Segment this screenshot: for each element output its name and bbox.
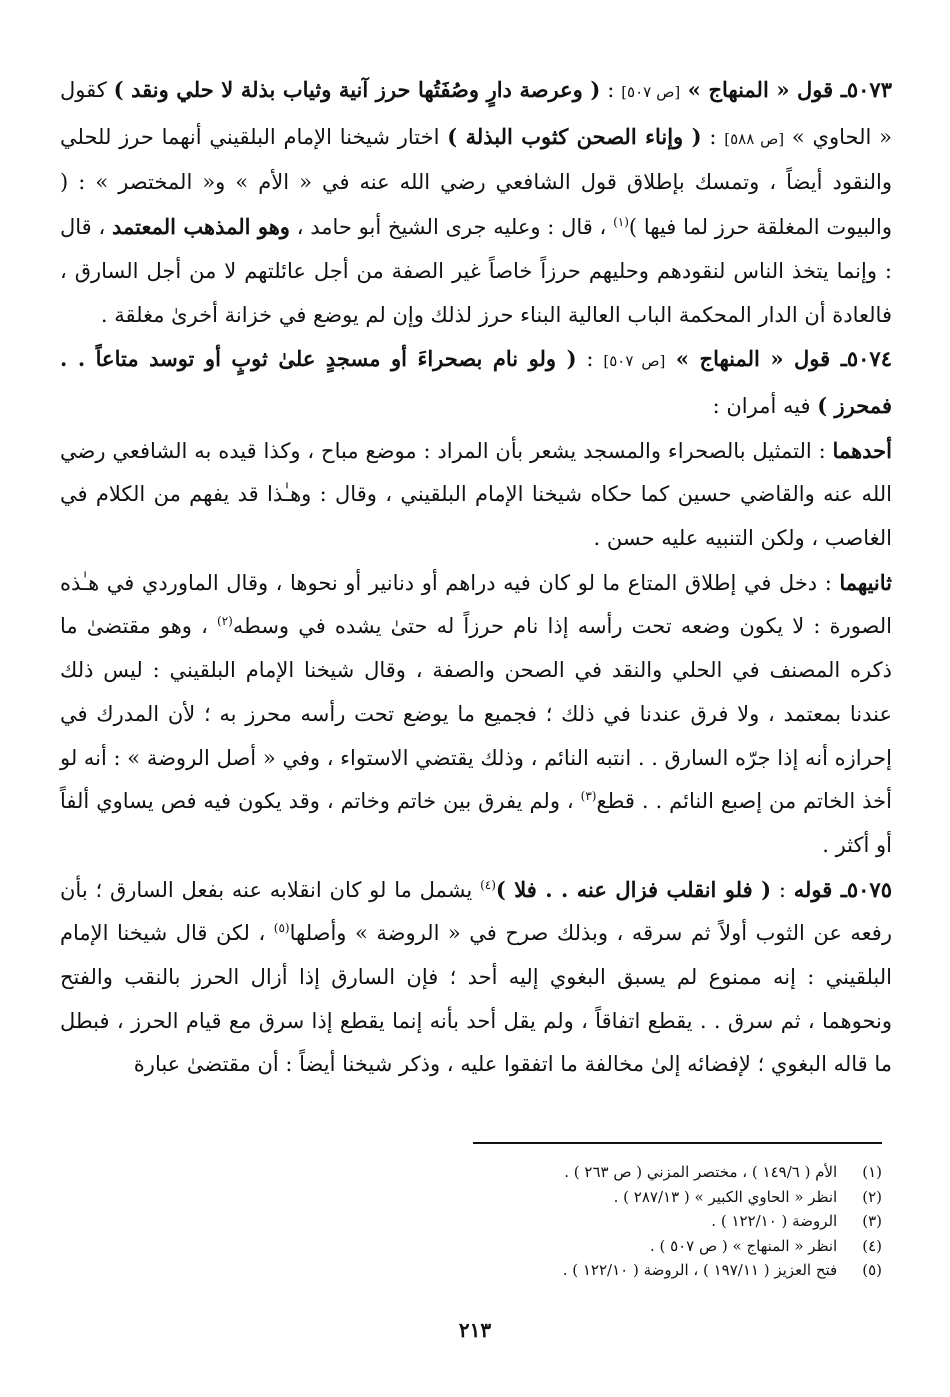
- footnote-item: [60, 1258, 882, 1283]
- footnote-number: (٤): [862, 1236, 882, 1255]
- text-run: : التمثيل بالصحراء والمسجد يشعر بأن المراد : موضع مباح ، وكذا قيده به الشافعي رضي الله عنه والقاضي حسين كما حكاه شيخنا الإمام البلقيني ، وقال : وهـٰذا قد يفهم من الكلام في الغاصب ، ولكن التنبيه عليه حسن .: [60, 438, 892, 551]
- paragraph-5074: [60, 337, 892, 428]
- footnote-text: انظر « الحاوي الكبير » ( ٢٨٧/١٣ ) .: [613, 1187, 838, 1206]
- text-run: ، وهو مقتضىٰ ما ذكره المصنف في الحلي والنقد في الصحن والصفة ، وقال شيخنا الإمام البلقيني : ليس ذلك عندنا بمعتمد ، ولا فرق عندنا في ذلك ؛ فجميع ما يوضع تحت رأسه محرز به ؛ لأن المدرك في إحرازه أنه إذا جرّه السارق . . انتبه النائم ، وذلك يقتضي الاستواء ، وفي « أصل الروضة » : أنه لو أخذ الخاتم من إصبع النائم . . قطع: [60, 614, 892, 814]
- text-run: ، ولم يفرق بين خاتم وخاتم ، وقد يكون فيه فص يساوي ألفاً أو أكثر .: [60, 789, 892, 857]
- text-run: ، قال : وعليه جرى الشيخ أبو حامد ،: [289, 215, 614, 240]
- paragraph-second-matter: [60, 561, 892, 868]
- footnote-item: [60, 1185, 882, 1210]
- text-run: :: [701, 124, 725, 149]
- text-run: كقول « الحاوي »: [60, 78, 892, 149]
- footnote-marker: (٣): [580, 789, 597, 804]
- bold-text: ٥٠٧٥ـ قوله: [793, 876, 892, 902]
- page-reference: [ص ٥٠٧]: [603, 352, 666, 371]
- text-run: :: [600, 78, 622, 102]
- bold-text: ( وعرصة دارٍ وصُفَتُها حرز آنية وثياب بذلة لا حلي ونقد ): [113, 77, 601, 102]
- bold-text: ٥٠٧٤ـ قول « المنهاج »: [665, 346, 892, 372]
- text-run: اختار شيخنا الإمام البلقيني أنهما حرز للحلي والنقود أيضاً ، وتمسك بإطلاق قول الشافعي رضي الله عنه في « الأم » و« المختصر » : ( والبيوت المغلقة حرز لما فيها ): [60, 124, 892, 240]
- paragraph-first-matter: [60, 429, 892, 561]
- footnote-number: (٥): [862, 1261, 882, 1280]
- text-run: فيه أمران :: [712, 393, 818, 418]
- footnote-number: (٣): [862, 1212, 882, 1231]
- footnote-text: انظر « المنهاج » ( ص ٥٠٧ ) .: [649, 1236, 838, 1255]
- footnote-divider: [473, 1142, 882, 1144]
- footnote-number: (١): [862, 1163, 882, 1181]
- footnote-marker: (٥): [273, 921, 290, 936]
- footnote-marker: (٢): [217, 614, 233, 629]
- bold-text: ( ولو نام بصحراءَ أو مسجدٍ علىٰ ثوبٍ أو توسد متاعاً . . فمحرز ): [60, 346, 892, 418]
- text-run: :: [771, 877, 794, 902]
- footnote-marker: (١): [613, 215, 629, 230]
- text-run: :: [576, 347, 604, 372]
- footnote-number: (٢): [862, 1187, 882, 1206]
- footnotes: [60, 1160, 882, 1283]
- text-run: يشمل ما لو كان انقلابه عنه بفعل السارق ؛ بأن رفعه عن الثوب أولاً ثم سرقه ، وبذلك صرح في « الروضة » وأصلها: [60, 877, 892, 946]
- bold-text: ( فلو انقلب فزال عنه . . فلا ): [495, 876, 772, 902]
- footnote-text: فتح العزيز ( ١٩٧/١١ ) ، الروضة ( ١٢٢/١٠ ) .: [562, 1261, 838, 1280]
- bold-text: أحدهما: [832, 437, 892, 463]
- bold-text: ثانيهما: [839, 569, 892, 595]
- bold-text: ٥٠٧٣ـ قول « المنهاج »: [680, 77, 892, 102]
- bold-text: وهو المذهب المعتمد: [111, 214, 290, 240]
- footnote-item: [60, 1234, 882, 1259]
- text-run: ، لكن قال شيخنا الإمام البلقيني : إنه ممنوع لم يسبق البغوي إليه أحد ؛ فإن السارق إذا أزال الحرز بالنقب والفتح ونحوهما ، ثم سرق . . يقطع اتفاقاً ، ولم يقل أحد بأنه إنما يقطع إذا سرق مع قيام الحرز ، فبطل ما قاله البغوي ؛ لإفضائه إلىٰ مخالفة ما اتفقوا عليه ، وذكر شيخنا أيضاً : أن مقتضىٰ عبارة: [60, 921, 892, 1077]
- paragraph-5075: [60, 868, 892, 1088]
- footnote-text: الروضة ( ١٢٢/١٠ ) .: [711, 1212, 838, 1231]
- footnote-item: [60, 1160, 882, 1185]
- page-reference: [ص ٥٨٨]: [724, 129, 785, 148]
- page-reference: [ص ٥٠٧]: [621, 83, 681, 101]
- text-run: ، قال : وإنما يتخذ الناس لنقودهم وحليهم حرزاً خاصاً غير الصفة من أجل عائلتهم لا من أجل السارق ، فالعادة أن الدار المحكمة الباب العالية البناء حرز لذلك وإن لم يوضع في خزانة أخرىٰ مغلقة .: [60, 215, 892, 327]
- main-text: [60, 68, 892, 1087]
- footnote-item: [60, 1209, 882, 1234]
- page-number: ٢١٣: [458, 1318, 492, 1342]
- footnote-marker: (٤): [480, 877, 496, 892]
- paragraph-5073: [60, 68, 892, 337]
- footnote-text: الأم ( ١٤٩/٦ ) ، مختصر المزني ( ص ٢٦٣ ) .: [564, 1163, 838, 1181]
- bold-text: ( وإناء الصحن كثوب البذلة ): [447, 123, 702, 149]
- text-run: : دخل في إطلاق المتاع ما لو كان فيه دراهم أو دنانير أو نحوها ، وقال الماوردي في هـٰذه الصورة : لا يكون وضعه تحت رأسه إذا نام حرزاً له حتىٰ يشده في وسطه: [60, 570, 892, 639]
